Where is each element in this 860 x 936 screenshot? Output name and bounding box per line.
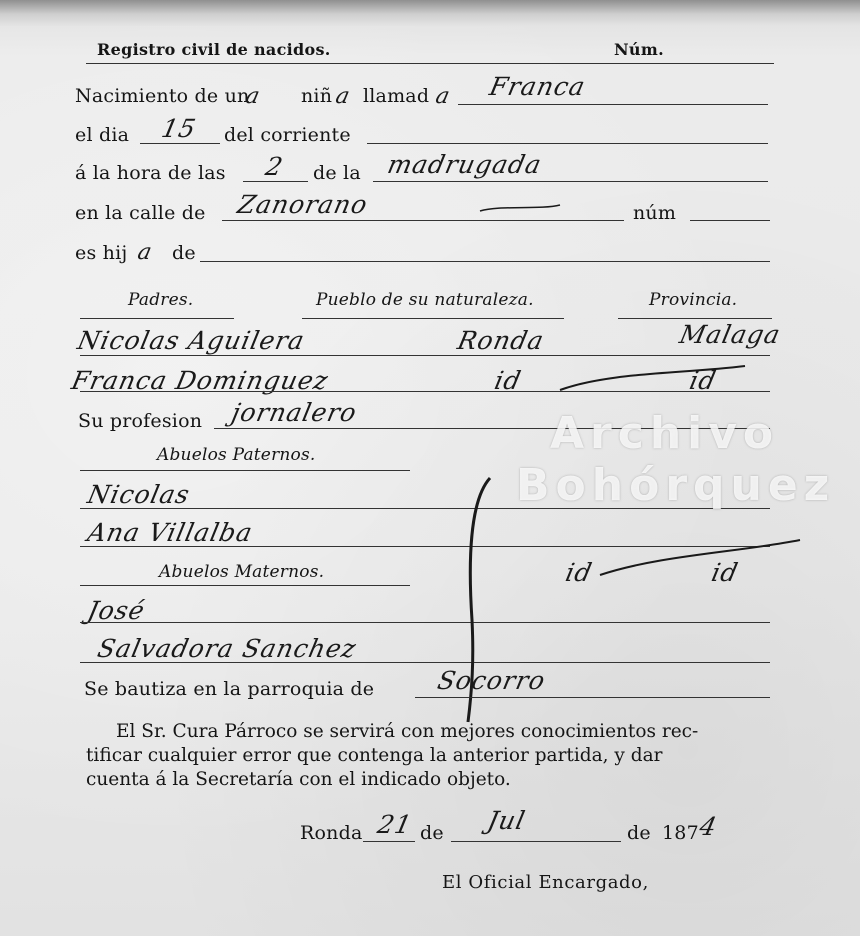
fecha-de-2: de [627, 822, 651, 844]
madre-provincia: id [686, 366, 720, 395]
dela-label: de la [313, 162, 361, 184]
ditto-flourish [560, 366, 745, 390]
paternos-label: Abuelos Paternos. [157, 445, 316, 465]
fecha-dia-line [363, 841, 415, 842]
nacimiento-label: Nacimiento de un [75, 85, 250, 107]
dia-value: 15 [158, 114, 199, 143]
form-title: Registro civil de nacidos. [97, 40, 331, 59]
fecha-anio-digito: 4 [696, 812, 720, 841]
col-provincia: Provincia. [649, 290, 738, 310]
fecha-mes-line [451, 841, 621, 842]
watermark-line-2: Bohórquez [516, 460, 836, 511]
notice-line-3: cuenta á la Secretaría con el indicado objeto. [86, 769, 511, 790]
llamad-label: llamad [363, 85, 430, 107]
fecha-anio: 187 [662, 822, 699, 844]
profesion-value: jornalero [228, 398, 360, 427]
calle-value: Zanorano [234, 190, 371, 219]
number-label: Núm. [614, 40, 664, 59]
bautizo-line [415, 697, 770, 698]
hija-label: es hij [75, 242, 128, 264]
notice-line-1: El Sr. Cura Párroco se servirá con mejores conocimientos rec- [116, 721, 699, 742]
maternos-label: Abuelos Maternos. [159, 562, 325, 582]
child-name: Franca [486, 72, 589, 101]
col-padres: Padres. [128, 290, 194, 310]
madre-pueblo: id [491, 366, 525, 395]
dia-label: el dia [75, 124, 130, 146]
side-flourish [600, 540, 800, 575]
abuelo-paterno: Nicolas [84, 480, 193, 509]
nina-suffix: a [333, 84, 353, 109]
profesion-label: Su profesion [78, 410, 203, 432]
side-ditto-2: id [708, 558, 742, 587]
abuelo-materno: José [84, 596, 148, 625]
hora-value: 2 [262, 152, 286, 181]
fecha-dia: 21 [374, 810, 415, 839]
madre-name: Franca Dominguez [68, 366, 332, 395]
padre-provincia: Malaga [676, 320, 784, 349]
bautizo-label: Se bautiza en la parroquia de [84, 678, 375, 700]
hija-de-label: de [172, 242, 196, 264]
hora-label: á la hora de las [75, 162, 226, 184]
notice-line-2: tificar cualquier error que contenga la anterior partida, y dar [86, 745, 663, 766]
oficial-encargado: El Oficial Encargado, [442, 872, 649, 893]
nacimiento-suffix: a [243, 84, 263, 109]
calle-flourish [480, 205, 560, 211]
col-pueblo: Pueblo de su naturaleza. [316, 290, 534, 310]
abuela-materna: Salvadora Sanchez [94, 634, 360, 663]
bautizo-parroquia: Socorro [434, 666, 549, 695]
llamad-suffix: a [433, 84, 453, 109]
notice-paragraph [86, 720, 776, 792]
padre-pueblo: Ronda [454, 326, 547, 355]
padre-name: Nicolas Aguilera [74, 326, 308, 355]
fecha-mes: Jul [484, 806, 529, 835]
fecha-lugar: Ronda [300, 822, 363, 844]
hora-parte: madrugada [384, 150, 545, 179]
fecha-de-1: de [420, 822, 444, 844]
side-ditto-1: id [562, 558, 596, 587]
calle-label: en la calle de [75, 202, 206, 224]
watermark-line-1: Archivo [550, 408, 780, 459]
corriente-label: del corriente [224, 124, 351, 146]
nina-label: niñ [301, 85, 333, 107]
hija-suffix: a [135, 240, 155, 265]
calle-num-label: núm [633, 202, 677, 224]
abuela-paterna: Ana Villalba [84, 518, 256, 547]
